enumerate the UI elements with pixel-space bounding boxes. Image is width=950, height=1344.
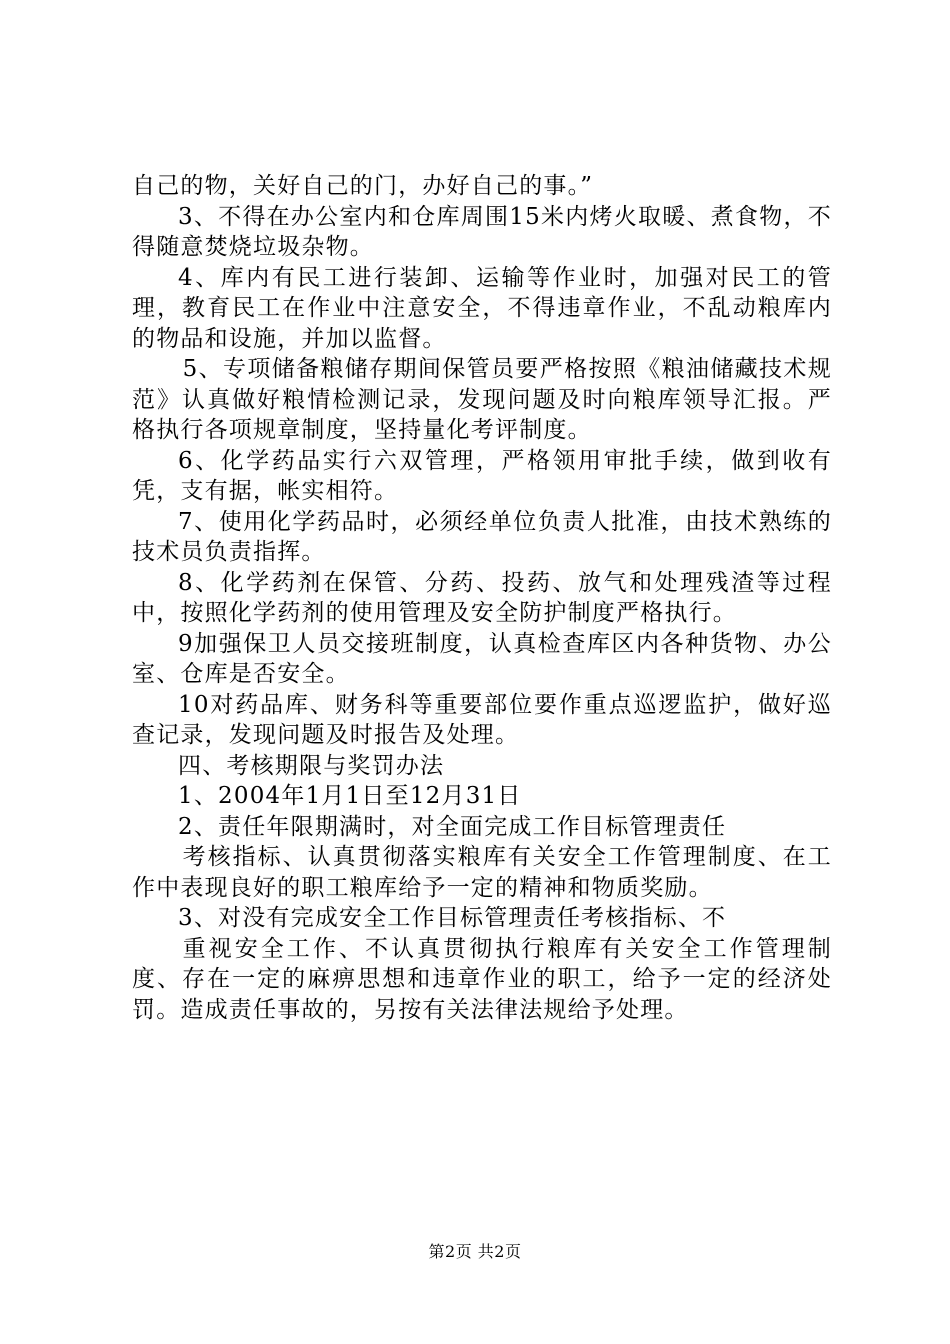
paragraph-continuation: 自己的物，关好自己的门，办好自己的事。”	[132, 173, 594, 199]
paragraph-item-5: 5、专项储备粮储存期间保管员要严格按照《粮油储藏技术规范》认真做好粮情检测记录，发现问题及时向粮库领导汇报。严格执行各项规章制度，坚持量化考评制度。	[132, 356, 832, 443]
paragraph-item-3: 3、不得在办公室内和仓库周围15米内烤火取暖、煮食物，不得随意焚烧垃圾杂物。	[132, 203, 832, 260]
paragraph-assessment-period: 1、2004年1月1日至12月31日	[178, 783, 522, 809]
paragraph-penalty-detail: 重视安全工作、不认真贯彻执行粮库有关安全工作管理制度、存在一定的麻痹思想和违章作业的职工，给予一定的经济处罚。造成责任事故的，另按有关法律法规给予处理。	[132, 935, 832, 1023]
paragraph-item-6: 6、化学药品实行六双管理，严格领用审批手续，做到收有凭，支有据，帐实相符。	[132, 447, 832, 504]
paragraph-item-7: 7、使用化学药品时，必须经单位负责人批准，由技术熟练的技术员负责指挥。	[132, 508, 832, 565]
paragraph-item-8: 8、化学药剂在保管、分药、投药、放气和处理残渣等过程中，按照化学药剂的使用管理及安全防护制度严格执行。	[132, 569, 832, 626]
page-number-label: 第2页 共2页	[428, 1242, 522, 1261]
page-footer	[0, 1242, 950, 1262]
section-heading-assessment: 四、考核期限与奖罚办法	[178, 752, 445, 779]
paragraph-item-10: 10对药品库、财务科等重要部位要作重点巡逻监护，做好巡查记录，发现问题及时报告及处理。	[132, 691, 832, 748]
paragraph-reward-detail: 考核指标、认真贯彻落实粮库有关安全工作管理制度、在工作中表现良好的职工粮库给予一定的精神和物质奖励。	[132, 844, 832, 901]
paragraph-penalty-intro: 3、对没有完成安全工作目标管理责任考核指标、不	[178, 905, 727, 931]
document-body	[132, 171, 832, 1025]
paragraph-item-4: 4、库内有民工进行装卸、运输等作业时，加强对民工的管理，教育民工在作业中注意安全，不得违章作业，不乱动粮库内的物品和设施，并加以监督。	[132, 264, 832, 352]
paragraph-item-9: 9加强保卫人员交接班制度，认真检查库区内各种货物、办公室、仓库是否安全。	[132, 630, 832, 687]
paragraph-reward-intro: 2、责任年限期满时，对全面完成工作目标管理责任	[178, 813, 727, 840]
